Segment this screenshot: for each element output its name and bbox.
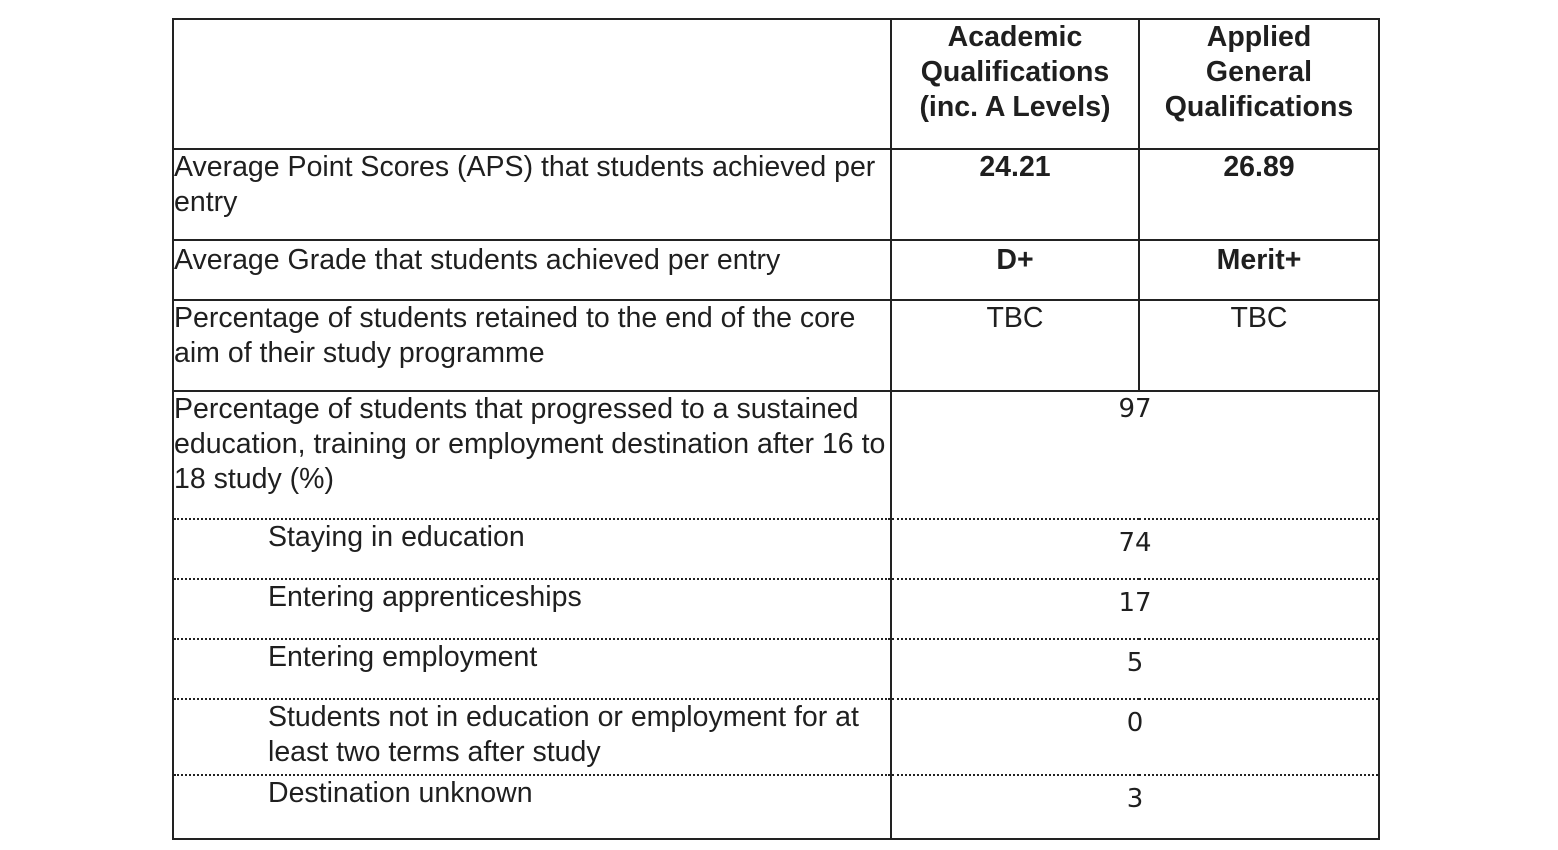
retained-academic-value: TBC (891, 300, 1139, 391)
employment-value: 5 (891, 639, 1379, 699)
row-label-grade: Average Grade that students achieved per entry (173, 240, 891, 300)
header-row (173, 19, 1379, 149)
row-label-apprenticeships: Entering apprenticeships (173, 579, 891, 639)
row-label-staying: Staying in education (173, 519, 891, 579)
header-applied-general-qualifications (1139, 19, 1379, 149)
aps-academic-value: 24.21 (891, 149, 1139, 240)
header-academic-line-2: Qualifications (920, 56, 1110, 88)
apprenticeships-value: 17 (891, 579, 1379, 639)
aps-applied-value: 26.89 (1139, 149, 1379, 240)
row-label-progressed: Percentage of students that progressed to a sustained education, training or employment destination after 16 to 18 study (%) (173, 391, 891, 519)
unknown-value: 3 (891, 775, 1379, 839)
table-row-retained (173, 300, 1379, 391)
table-row-apprenticeships (173, 579, 1379, 639)
header-applied-line-1: Applied (1206, 21, 1312, 53)
header-applied-line-2: General (1205, 56, 1313, 88)
table-row-unknown (173, 775, 1379, 839)
table-row-employment (173, 639, 1379, 699)
row-label-neet: Students not in education or employment for at least two terms after study (173, 699, 891, 775)
table-row-aps (173, 149, 1379, 240)
row-label-aps: Average Point Scores (APS) that students achieved per entry (173, 149, 891, 240)
table-row-staying (173, 519, 1379, 579)
neet-value: 0 (891, 699, 1379, 775)
table-row-neet (173, 699, 1379, 775)
performance-table (172, 18, 1380, 840)
header-applied-line-3: Qualifications (1164, 91, 1354, 123)
progressed-value: 97 (891, 391, 1379, 519)
table-row-grade (173, 240, 1379, 300)
row-label-retained: Percentage of students retained to the end of the core aim of their study programme (173, 300, 891, 391)
header-academic-line-1: Academic (947, 21, 1083, 53)
row-label-unknown: Destination unknown (173, 775, 891, 839)
header-blank-cell (173, 19, 891, 149)
retained-applied-value: TBC (1139, 300, 1379, 391)
table-row-progressed (173, 391, 1379, 519)
row-label-employment: Entering employment (173, 639, 891, 699)
header-academic-line-3: (inc. A Levels) (919, 91, 1111, 123)
header-academic-qualifications (891, 19, 1139, 149)
grade-academic-value: D+ (891, 240, 1139, 300)
grade-applied-value: Merit+ (1139, 240, 1379, 300)
staying-value: 74 (891, 519, 1379, 579)
